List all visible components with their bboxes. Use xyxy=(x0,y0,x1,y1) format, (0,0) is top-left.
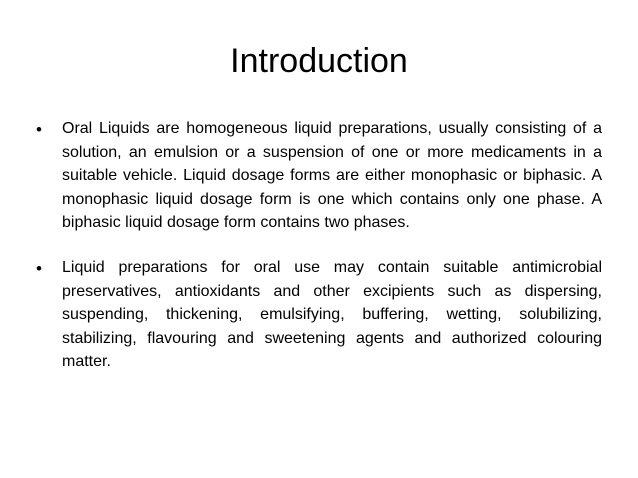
bullet-marker: • xyxy=(36,258,42,278)
bullet-list xyxy=(36,117,602,395)
bullet-item xyxy=(36,117,602,235)
bullet-text: Oral Liquids are homogeneous liquid preparations, usually consisting of a solution, an emulsion or a suspension of one or more medicaments in a suitable vehicle. Liquid dosage forms are either monophasic or biphasic. A monophasic liquid dosage form is one which contains only one phase. A biphasic liquid dosage form contains two phases. xyxy=(62,120,602,232)
slide-title: Introduction xyxy=(230,42,408,80)
bullet-text: Liquid preparations for oral use may contain suitable antimicrobial preservatives, antioxidants and other excipients such as dispersing, suspending, thickening, emulsifying, buffering, wetting, solubilizing, stabilizing, flavouring and sweetening agents and authorized colouring matter. xyxy=(62,258,602,371)
bullet-marker: • xyxy=(36,120,42,139)
bullet-item xyxy=(36,256,602,374)
